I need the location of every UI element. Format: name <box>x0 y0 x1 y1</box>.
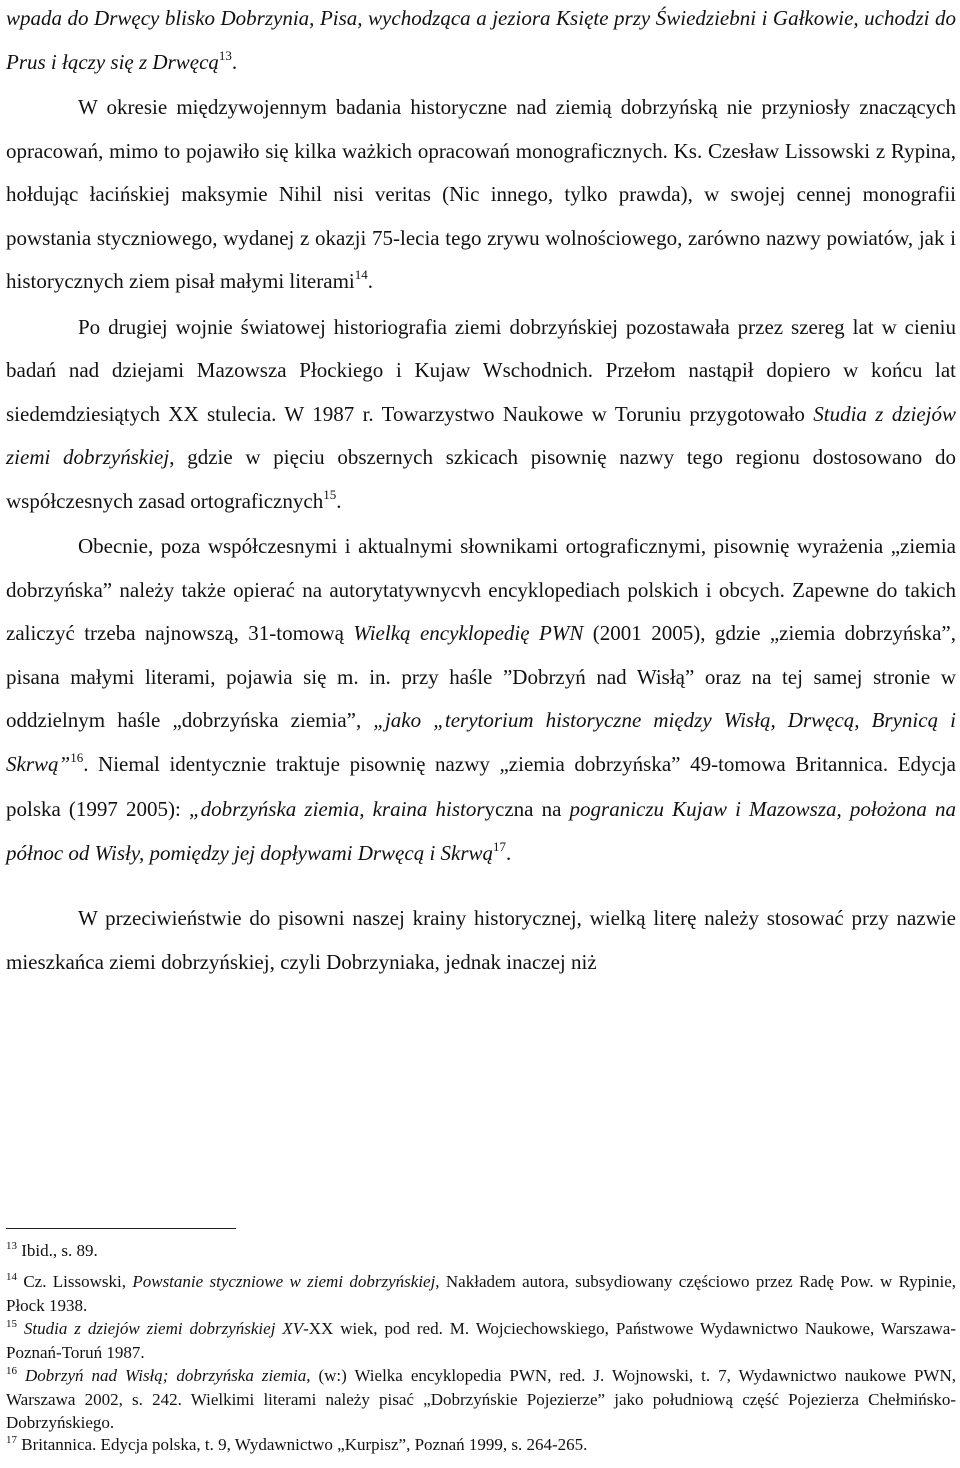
text-run: W przeciwieństwie do pisowni naszej krainy historycznej, wielką literę należy stosować przy nazwie mieszkańca ziemi dobrzyńskiej, czyli Dobrzyniaka, jednak inaczej niż <box>6 906 956 974</box>
text-run: W okresie międzywojennym badania historyczne nad ziemią dobrzyńską nie przyniosły znaczących opracowań, mimo to pojawiło się kilka ważkich opracowań monograficznych. Ks. Czesław Lissowski z Rypina, hołdując łacińskiej maksymie Nihil nisi veritas (Nic innego, tylko prawda), w swojej cennej monografii powstania styczniowego, wydanej z okazji 75-lecia tego zrywu wolnościowego, zarówno nazwy powiatów, jak i historycznych ziem pisał małymi literami <box>6 95 956 293</box>
text-run: yczna na <box>484 797 570 821</box>
footnote-13 <box>6 1240 956 1265</box>
text-run: Cz. Lissowski, <box>17 1271 133 1291</box>
body-text <box>6 0 956 984</box>
text-run: -XX wiek, pod red. M. Wojciechowskiego, Państwowe Wydawnictwo Naukowe, Warszawa-Poznań-Toruń 1987. <box>6 1318 956 1362</box>
footnote-reference: 14 <box>6 1270 17 1283</box>
paragraph-continuation <box>6 0 956 86</box>
footnote-reference: 16 <box>6 1364 17 1377</box>
footnote-reference: 13 <box>218 47 232 63</box>
italic-text: Studia z dziejów ziemi dobrzyńskiej <box>6 401 956 469</box>
paragraph-current-spelling <box>6 525 956 877</box>
text-run: . <box>367 269 373 293</box>
footnote-17 <box>6 1434 956 1459</box>
text-run: Britannica. Edycja polska, t. 9, Wydawnictwo „Kurpisz”, Poznań 1999, s. 264-265. <box>17 1435 588 1454</box>
footnote-reference: 13 <box>6 1240 17 1252</box>
text-run: Po drugiej wojnie światowej historiografia ziemi dobrzyńskiej pozostawała przez szereg lat w cieniu badań nad dziejami Mazowsza Płockiego i Kujaw Wschodnich. Przełom nastąpił dopiero w końcu lat siedemdziesiątych XX stulecia. W 1987 r. Towarzystwo Naukowe w Toruniu przygotowało <box>6 314 956 426</box>
footnote-reference: 16 <box>70 749 84 765</box>
footnotes <box>6 1240 956 1459</box>
italic-text: Dobrzyń nad Wisłą; dobrzyńska ziemia, <box>24 1365 311 1385</box>
footnote-reference: 17 <box>493 838 507 854</box>
text-run: , gdzie w pięciu obszernych szkicach pisownię nazwy tego regionu dostosowano do współczesnych zasad ortograficznych <box>6 445 956 513</box>
italic-text: pograniczu Kujaw i Mazowsza, położona na północ od Wisły, pomiędzy jej dopływami Drwęcą i Skrwą <box>6 797 956 865</box>
footnote-reference: 15 <box>6 1317 17 1330</box>
footnote-reference: 15 <box>323 486 337 502</box>
italic-text: „dobrzyńska ziemia, kraina histor <box>188 797 485 821</box>
paragraph-inhabitant-spelling <box>6 897 956 984</box>
text-run: . <box>336 488 342 513</box>
footnote-reference: 17 <box>6 1434 17 1446</box>
text-run: . Niemal identycznie traktuje pisownię nazwy „ziemia dobrzyńska” 49-tomowa Britannica. Edycja polska (1997 2005): <box>6 751 956 821</box>
italic-text: Powstanie styczniowe w ziemi dobrzyńskiej, <box>132 1271 440 1291</box>
text-run <box>17 1319 24 1338</box>
italic-text: „jako „terytorium historyczne między Wisłą, Drwęcą, Brynicą i Skrwą” <box>6 708 956 776</box>
footnote-14 <box>6 1271 956 1318</box>
footnote-separator <box>6 1228 236 1229</box>
text-run: (w:) Wielka encyklopedia PWN, red. J. Wojnowski, t. 7, Wydawnictwo naukowe PWN, Warszawa 2002, s. 242. Wielkimi literami należy pisać „Dobrzyńskie Pojezierze” jako południową część Pojezierza Chełmińsko-Dobrzyńskiego. <box>6 1365 956 1432</box>
text-run <box>17 1366 25 1385</box>
text-run: . <box>231 49 238 74</box>
text-run: Ibid., s. 89. <box>17 1241 98 1260</box>
text-run: . <box>506 840 512 865</box>
paragraph-interwar-research <box>6 86 956 306</box>
footnote-reference: 14 <box>354 267 368 282</box>
paragraph-postwar-historiography <box>6 306 956 526</box>
text-run: Obecnie, poza współczesnymi i aktualnymi słownikami ortograficznymi, pisownię wyrażenia „ziemia dobrzyńska” należy także opierać na autorytatywnycvh encyklopediach polskich i obcych. Zapewne do takich zaliczyć trzeba najnowszą, 31-tomową <box>6 534 956 645</box>
footnote-15 <box>6 1318 956 1365</box>
text-run: Nakładem autora, subsydiowany częściowo przez Radę Pow. w Rypinie, Płock 1938. <box>6 1271 956 1315</box>
text-run: (2001 2005), gdzie „ziemia dobrzyńska”, pisana małymi literami, pojawia się m. in. przy haśle ”Dobrzyń nad Wisłą” oraz na tej samej stronie w oddzielnym haśle „dobrzyńska ziemia”, <box>6 621 956 732</box>
italic-text: Studia z dziejów ziemi dobrzyńskiej XV <box>23 1318 304 1338</box>
italic-text: Wielką encyklopedię PWN <box>353 621 584 645</box>
footnote-16 <box>6 1365 956 1435</box>
italic-text: wpada do Drwęcy blisko Dobrzynia, Pisa, wychodząca a jeziora Księte przy Świedziebni i Gałkowie, uchodzi do Prus i łączy się z Drwęcą <box>6 6 956 74</box>
